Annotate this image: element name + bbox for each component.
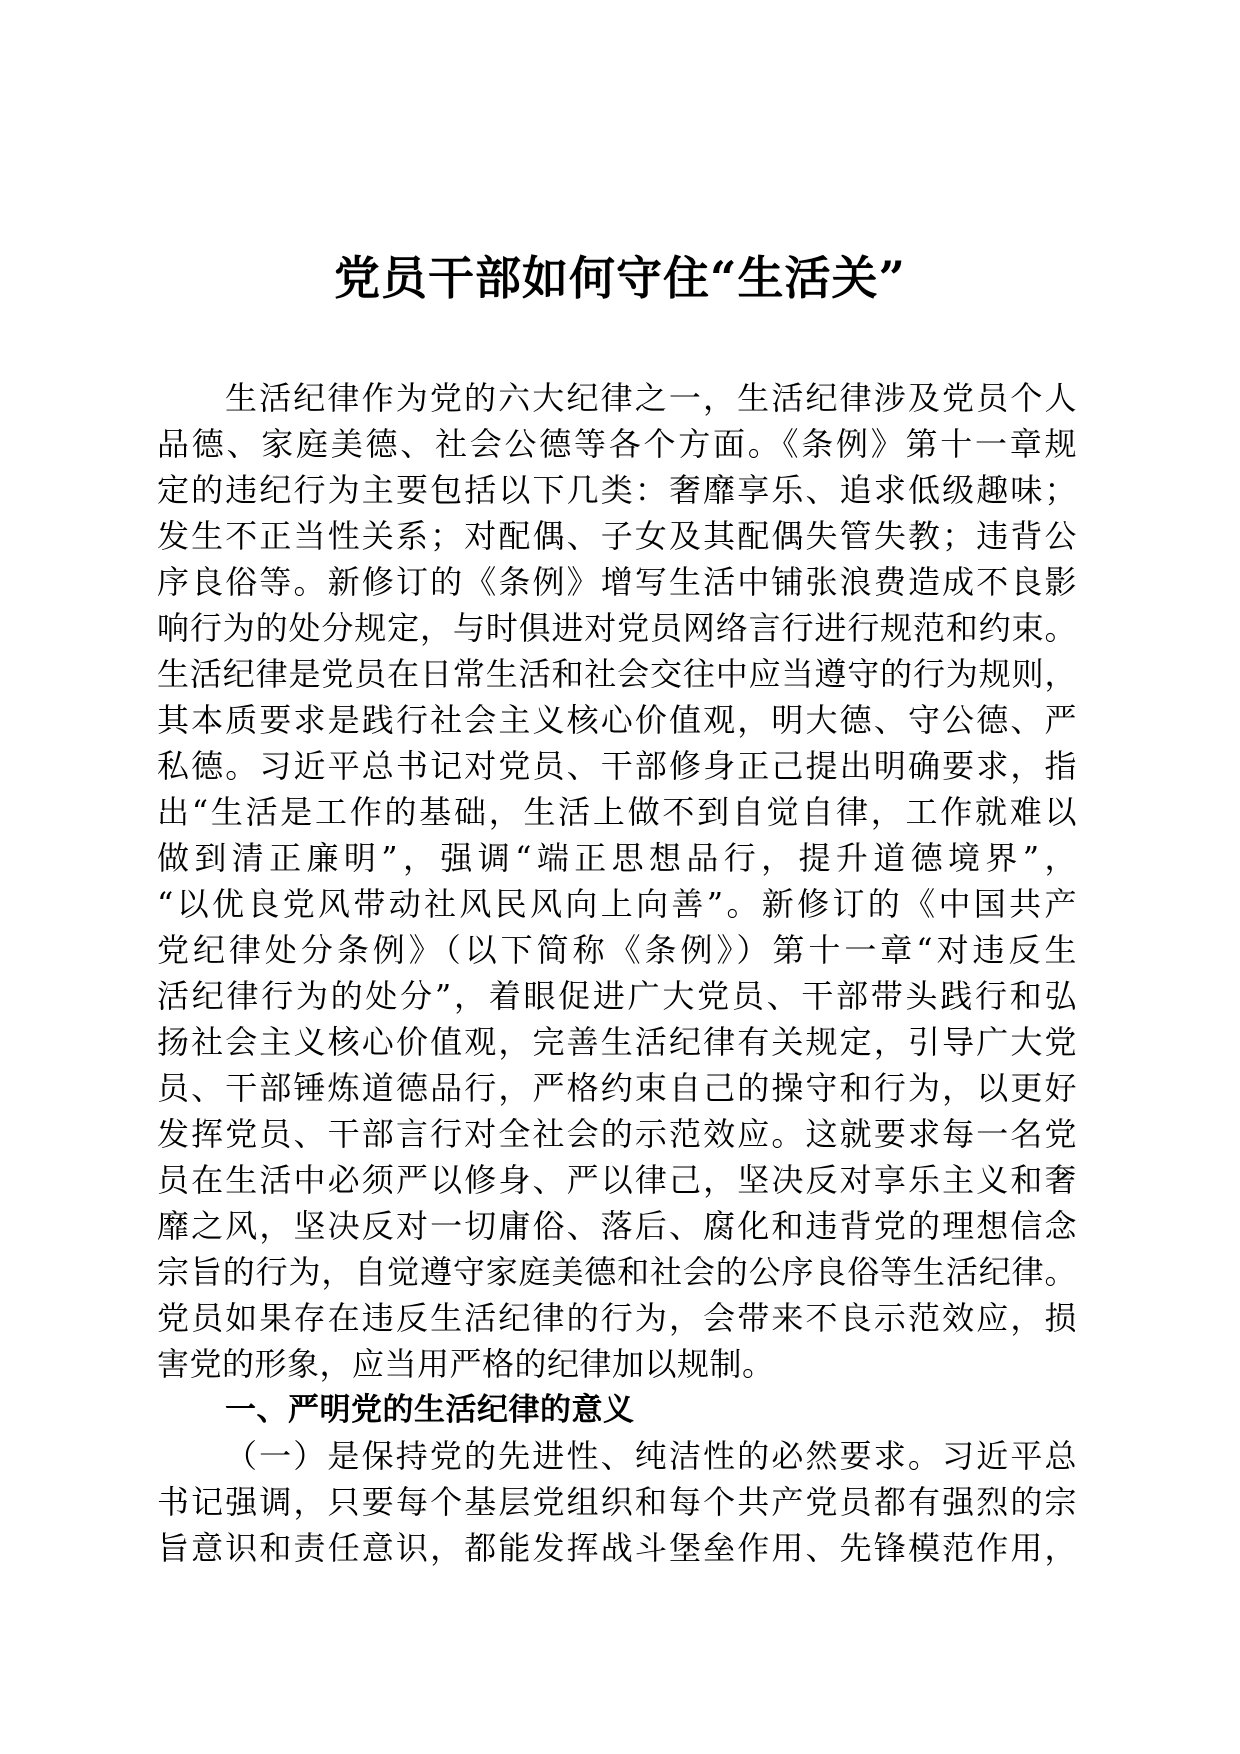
paragraph-line: 做到清正廉明”，强调“端正思想品行，提升道德境界”，	[157, 839, 1077, 877]
paragraph-line: 宗旨的行为，自觉遵守家庭美德和社会的公序良俗等生活纪律。	[157, 1253, 1077, 1291]
paragraph-line: 其本质要求是践行社会主义核心价值观，明大德、守公德、严	[157, 701, 1077, 739]
paragraph-line: 生活纪律是党员在日常生活和社会交往中应当遵守的行为规则，	[157, 655, 1077, 693]
paragraph-line: 活纪律行为的处分”，着眼促进广大党员、干部带头践行和弘	[157, 977, 1077, 1015]
paragraph-line: 扬社会主义核心价值观，完善生活纪律有关规定，引导广大党	[157, 1023, 1077, 1061]
paragraph-line: 书记强调，只要每个基层党组织和每个共产党员都有强烈的宗	[157, 1483, 1077, 1521]
paragraph-line: 定的违纪行为主要包括以下几类：奢靡享乐、追求低级趣味；	[157, 471, 1077, 509]
paragraph-line: 生活纪律作为党的六大纪律之一，生活纪律涉及党员个人	[225, 379, 1077, 417]
section-heading: 一、严明党的生活纪律的意义	[225, 1392, 635, 1428]
paragraph-line: 序良俗等。新修订的《条例》增写生活中铺张浪费造成不良影	[157, 563, 1077, 601]
paragraph-line: 出“生活是工作的基础，生活上做不到自觉自律，工作就难以	[157, 793, 1077, 831]
paragraph-line: 品德、家庭美德、社会公德等各个方面。《条例》第十一章规	[157, 425, 1077, 463]
paragraph-line: （一）是保持党的先进性、纯洁性的必然要求。习近平总	[225, 1437, 1077, 1475]
paragraph-line: 私德。习近平总书记对党员、干部修身正己提出明确要求，指	[157, 747, 1077, 785]
paragraph-line: 员在生活中必须严以修身、严以律己，坚决反对享乐主义和奢	[157, 1161, 1077, 1199]
document-title: 党员干部如何守住“生活关”	[334, 251, 906, 305]
paragraph-line: 响行为的处分规定，与时俱进对党员网络言行进行规范和约束。	[157, 609, 1077, 647]
paragraph-line: 害党的形象，应当用严格的纪律加以规制。	[157, 1345, 775, 1383]
paragraph-line: 旨意识和责任意识，都能发挥战斗堡垒作用、先锋模范作用，	[157, 1529, 1077, 1567]
paragraph-line: 发生不正当性关系；对配偶、子女及其配偶失管失教；违背公	[157, 517, 1077, 555]
paragraph-line: 党纪律处分条例》（以下简称《条例》）第十一章“对违反生	[157, 931, 1077, 969]
paragraph-line: 员、干部锤炼道德品行，严格约束自己的操守和行为，以更好	[157, 1069, 1077, 1107]
paragraph-line: “以优良党风带动社风民风向上向善”。新修订的《中国共产	[157, 885, 1077, 923]
paragraph-line: 党员如果存在违反生活纪律的行为，会带来不良示范效应，损	[157, 1299, 1077, 1337]
paragraph-line: 发挥党员、干部言行对全社会的示范效应。这就要求每一名党	[157, 1115, 1077, 1153]
paragraph-line: 靡之风，坚决反对一切庸俗、落后、腐化和违背党的理想信念	[157, 1207, 1077, 1245]
